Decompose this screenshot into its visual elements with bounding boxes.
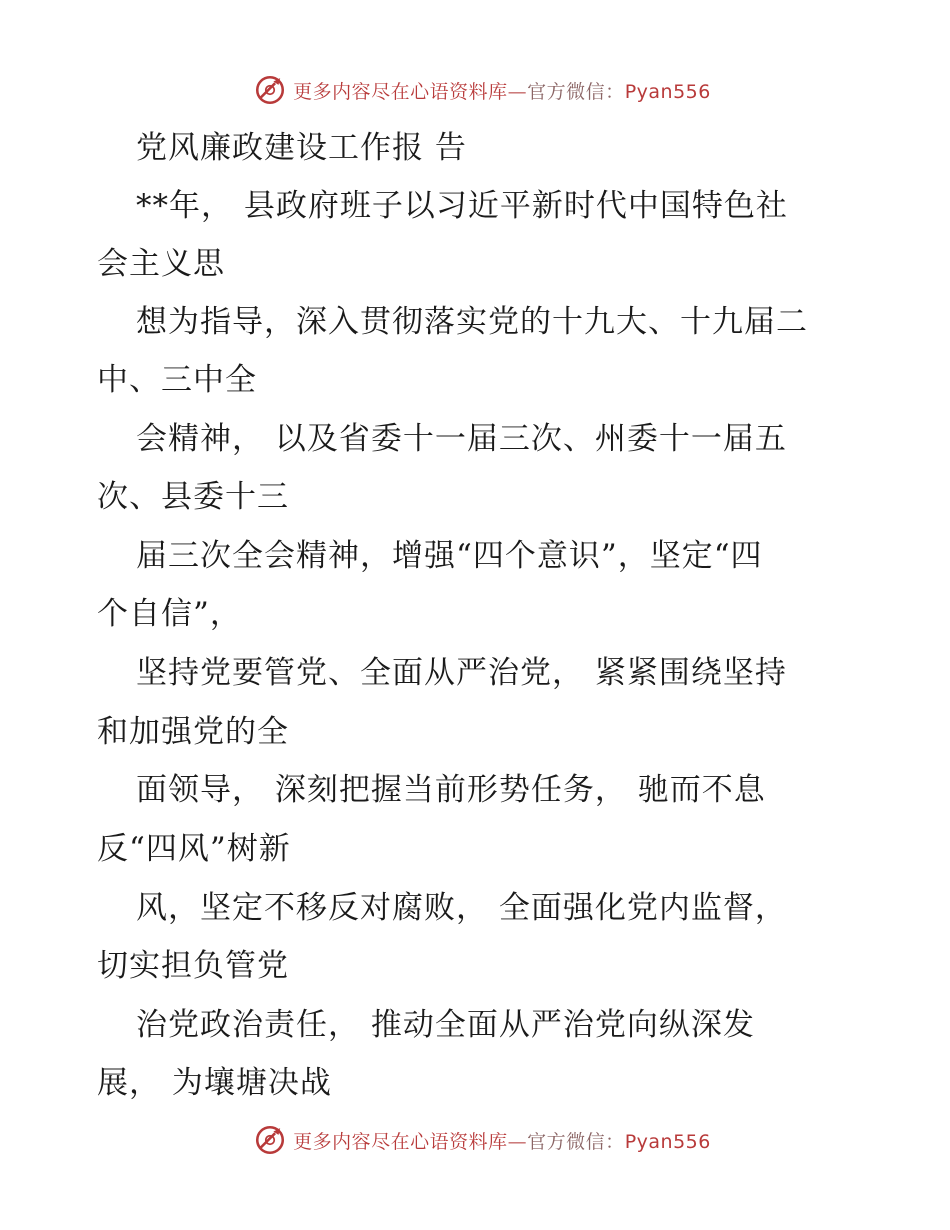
paragraph-line: 想为指导，深入贯彻落实党的十九大、十九届二 bbox=[136, 304, 808, 340]
paragraph-line: 会主义思 bbox=[97, 246, 225, 282]
paragraph-line: 面领导， 深刻把握当前形势任务， 驰而不息 bbox=[136, 772, 766, 808]
paragraph-line: 会精神， 以及省委十一届三次、州委十一届五 bbox=[136, 421, 787, 457]
paragraph-line: 展， 为壤塘决战 bbox=[97, 1065, 332, 1101]
banner-main-text: 更多内容尽在心语资料库 bbox=[293, 80, 508, 103]
footer-banner bbox=[0, 1120, 950, 1160]
banner-main-text: 更多内容尽在心语资料库 bbox=[293, 1130, 508, 1153]
banner-text bbox=[293, 77, 711, 104]
banner-official-label: 官方微信： bbox=[527, 1130, 625, 1153]
banner-official-label: 官方微信： bbox=[527, 80, 625, 103]
document-title: 党风廉政建设工作报 告 bbox=[136, 130, 467, 166]
paragraph-line: 反“四风”树新 bbox=[97, 831, 291, 867]
paragraph-line: 治党政治责任， 推动全面从严治党向纵深发 bbox=[136, 1007, 755, 1043]
header-banner bbox=[0, 70, 950, 110]
paragraph-line: 个自信”， bbox=[97, 596, 242, 632]
banner-text bbox=[293, 1127, 711, 1154]
banner-wechat-id: Pyan556 bbox=[624, 1130, 711, 1153]
library-logo-icon bbox=[253, 73, 287, 107]
paragraph-line: **年， 县政府班子以习近平新时代中国特色社 bbox=[136, 188, 788, 224]
banner-dash: — bbox=[507, 1130, 528, 1153]
banner-wechat-id: Pyan556 bbox=[624, 80, 711, 103]
banner-content bbox=[253, 73, 711, 107]
paragraph-line: 切实担负管党 bbox=[97, 948, 289, 984]
library-logo-icon bbox=[253, 1123, 287, 1157]
paragraph-line: 风，坚定不移反对腐败， 全面强化党内监督， bbox=[136, 890, 787, 926]
paragraph-line: 中、三中全 bbox=[97, 362, 257, 398]
banner-dash: — bbox=[507, 80, 528, 103]
banner-content bbox=[253, 1123, 711, 1157]
paragraph-line: 届三次全会精神，增强“四个意识”，坚定“四 bbox=[136, 538, 763, 574]
paragraph-line: 和加强党的全 bbox=[97, 714, 289, 750]
paragraph-line: 坚持党要管党、全面从严治党， 紧紧围绕坚持 bbox=[136, 655, 787, 691]
paragraph-line: 次、县委十三 bbox=[97, 479, 289, 515]
